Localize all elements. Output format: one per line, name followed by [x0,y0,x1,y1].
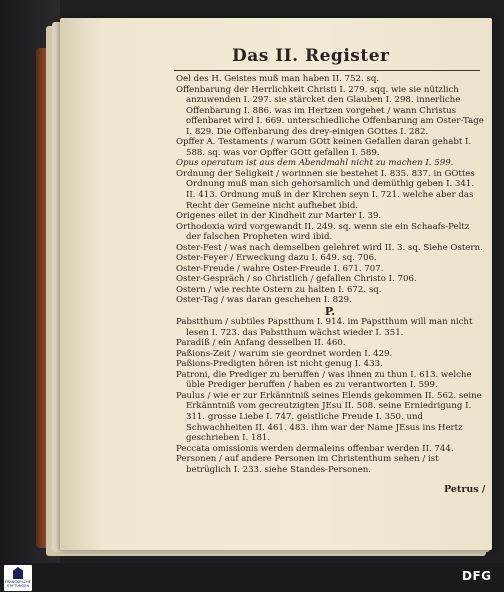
catchword: Petrus / [444,484,486,495]
entry-personen: Personen / auf andere Personen im Christenthum sehen / ist betrüglich I. 233. siehe Standes-Personen. [176,454,439,475]
entry-oster-tag: Oster-Tag / was daran geschehen I. 829. [176,295,352,306]
entry-paradiss: Paradiß / ein Anfang desselben II. 460. [176,338,346,349]
entry-oster-freude: Oster-Freude / wahre Oster-Freude I. 671. 707. [176,263,384,274]
entry-opffer: Opffer A. Testaments / warum GOtt keinen Gefallen daran gehabt I. 588. sq. was vor Opffer GOtt gefallen I. 589. [176,137,472,158]
header-rule [174,70,480,71]
entry-patroni: Patroni, die Prediger zu beruffen / was ihnen zu thun I. 613. welche üble Prediger beruffen / haben es zu verantworten I. 599. [176,369,472,391]
section-letter-p: P. [324,305,336,319]
entry-opus-operatum: Opus operatum ist aus dem Abendmahl nicht zu machen I. 599. [176,158,454,169]
building-icon [13,567,23,579]
entry-orthodoxia: Orthodoxia wird vorgewandt II. 249. sq. wenn sie ein Schaafs-Peltz der falschen Propheten wird ibid. [176,221,470,243]
entry-oster-gespraech: Oster-Gespräch / so Christlich / gefallen Christo I. 706. [176,274,417,285]
entry-oster-feyer: Oster-Feyer / Erweckung dazu I. 649. sq. 706. [176,253,377,264]
entry-peccata-omissionis: Peccata omissionis werden dermaleins offenbar werden II. 744. [176,443,454,454]
entry-passions-predigten: Paßions-Predigten hören ist nicht genug I. 433. [176,359,383,370]
page-header: Das II. Register [232,46,390,66]
franckesche-stiftungen-logo[interactable] [4,565,32,591]
entry-oel: Oel des H. Geistes muß man haben II. 752. sq. [176,74,380,84]
entry-offenbarung: Offenbarung der Herrlichkeit Christi I. 279. sqq. wie sie nützlich anzuwenden I. 297. sie stärcket den Glauben I. 298. innerliche Offenbarung I. 886. was im Hertzen vorgehet / wann Christus offenbaret wird I. 669. unterschiedliche Offenbarung am Oster-Tage I. 829. Die Offenbarung des drey-einigen GOttes I. 282. [176,84,484,137]
logo-caption: FRANCKESCHE STIFTUNGEN [5,580,31,588]
entry-ordnung: Ordnung der Seligkeit / worinnen sie bestehet I. 835. 837. in GOttes Ordnung muß man sich gehorsamlich und demüthig geben I. 341. II. 413. Ordnung muß in der Kirchen seyn I. 721. welche aber das Recht der Gemeine nicht aufhebet ibid. [176,168,475,211]
entry-paulus: Paulus / wie er zur Erkänntniß seines Elends gekommen II. 562. seine Erkänntniß vom gecreutzigten JEsu II. 508. seine Erniedrigung I. 311. grosse Liebe I. 747. geistliche Freude I. 350. und Schwachheiten II. 461. 483. ihm war der Name JEsus ins Hertz geschrieben I. 181. [176,390,482,444]
entry-pabstthum: Pabstthum / subtiles Papstthum I. 914. im Papstthum will man nicht lesen I. 723. das Pabstthum wächst wieder I. 351. [176,317,473,338]
viewer-footer [0,563,504,592]
entry-origenes: Origenes eilet in der Kindheit zur Marter I. 39. [176,211,382,222]
register-text [176,74,484,475]
entry-passions-zeit: Paßions-Zeit / warum sie geordnet worden I. 429. [176,348,393,359]
dfg-logo[interactable]: DFG [462,569,492,583]
entry-oster-fest: Oster-Fest / was nach demselben gelehret wird II. 3. sq. Siehe Ostern. [176,242,483,253]
entry-ostern: Ostern / wie rechte Ostern zu halten I. 672. sq. [176,284,382,295]
